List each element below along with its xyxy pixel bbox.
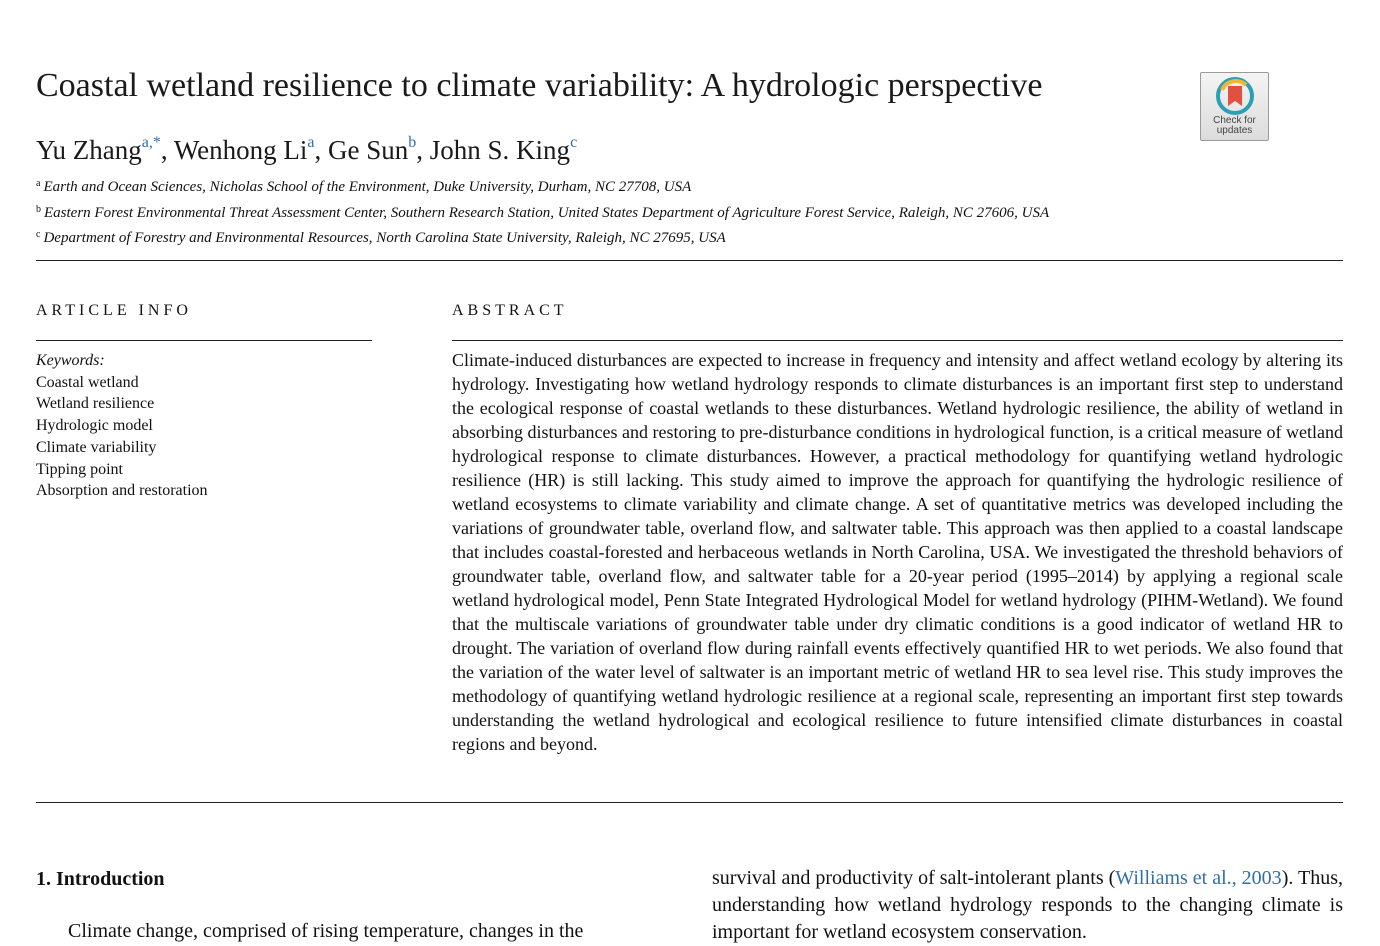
author-affiliation-link[interactable]: b xyxy=(408,134,417,151)
keyword-item: Absorption and restoration xyxy=(36,482,208,500)
author-affiliation-link[interactable]: c xyxy=(570,134,578,151)
keywords-block xyxy=(36,350,208,502)
author-name: Yu Zhang xyxy=(36,135,142,165)
keyword-item: Wetland resilience xyxy=(36,395,155,413)
affiliation-item: $^a$ Earth and Ocean Sciences, Nicholas School of the Environment, Duke University, Durham, NC 27708, USA xyxy=(36,178,692,195)
abstract-text: Climate-induced disturbances are expected to increase in frequency and intensity and affect wetland ecology by altering its hydrology. Investigating how wetland hydrology responds to climate disturbances is an important first step to understand the ecological response of coastal wetlands to these disturbances. Wetland hydrologic resilience, the ability of wetland in absorbing disturbances and restoring to pre-disturbance conditions in hydrological function, is a critical measure of wetland hydrological response to climate disturbances. However, a practical methodology for quantifying wetland hydrologic resilience (HR) is still lacking. This study aimed to improve the approach for quantifying the hydrologic resilience of wetland ecosystems to climate variability and climate change. A set of quantitative metrics was developed including the variations of groundwater table, overland flow, and saltwater table. This approach was then applied to a coastal landscape that includes coastal-forested and herbaceous wetlands in North Carolina, USA. We investigated the threshold behaviors of groundwater table, overland flow, and saltwater table for a 20-year period (1995–2014) by applying a regional scale wetland hydrological model, Penn State Integrated Hydrological Model for wetland hydrology (PIHM-Wetland). We found that the multiscale variations of groundwater table under dry climatic conditions is a good indicator of wetland HR to drought. The variation of overland flow during rainfall events effectively quantified HR to wet periods. We also found that the variation of the water level of saltwater is an important metric of wetland HR to sea level rise. This study improves the methodology of quantifying wetland hydrologic resilience at a regional scale, representing an important first step towards understanding the wetland hydrological and ecological resilience to future intensified climate disturbances in coastal regions and beyond. xyxy=(452,350,1343,754)
header-divider xyxy=(36,260,1343,261)
keyword-item: Coastal wetland xyxy=(36,373,139,391)
abstract-divider xyxy=(452,340,1343,341)
author-name: John S. King xyxy=(429,135,571,165)
keywords-label: Keywords: xyxy=(36,352,105,369)
keyword-item: Tipping point xyxy=(36,460,123,478)
keyword-item: Climate variability xyxy=(36,438,157,456)
author-name: Ge Sun xyxy=(328,135,409,165)
keyword-item: Hydrologic model xyxy=(36,417,153,435)
introduction-paragraph: Climate change, comprised of rising temperature, changes in the xyxy=(68,920,584,942)
author-name: Wenhong Li xyxy=(173,135,308,165)
article-info-divider xyxy=(36,340,372,341)
check-for-updates-button[interactable] xyxy=(1200,72,1269,141)
affiliation-item: $^b$ Eastern Forest Environmental Threat Assessment Center, Southern Research Station, United States Department of Agriculture Forest Service, Raleigh, NC 27606, USA xyxy=(36,203,1050,221)
article-info-heading: ARTICLE INFO xyxy=(36,302,192,319)
check-for-updates-icon xyxy=(1216,77,1254,115)
author-list: Yu Zhang$^{a,*}$, Wenhong Li$^a$, Ge Sun$^b$, John S. King$^c$ xyxy=(36,134,578,165)
citation-link[interactable]: Williams et al., 2003 xyxy=(1115,867,1282,889)
article-title: Coastal wetland resilience to climate variability: A hydrologic perspective xyxy=(36,67,1043,104)
right-column-text: survival and productivity of salt-intolerant plants (Williams et al., 2003). Thus, understanding how wetland hydrology responds to the changing climate is important for wetland ecosystem conservation. xyxy=(712,867,1343,943)
section-heading-introduction: 1. Introduction xyxy=(36,868,165,890)
author-affiliation-link[interactable]: a,* xyxy=(141,134,161,151)
author-affiliation-link[interactable]: a xyxy=(307,134,315,151)
affiliation-list xyxy=(36,173,1049,250)
affiliation-item: $^c$ Department of Forestry and Environmental Resources, North Carolina State University, Raleigh, NC 27695, USA xyxy=(36,229,726,246)
abstract-heading: ABSTRACT xyxy=(452,302,568,319)
check-for-updates-label: Check for updates xyxy=(1213,115,1256,136)
abstract-bottom-divider xyxy=(36,802,1343,803)
